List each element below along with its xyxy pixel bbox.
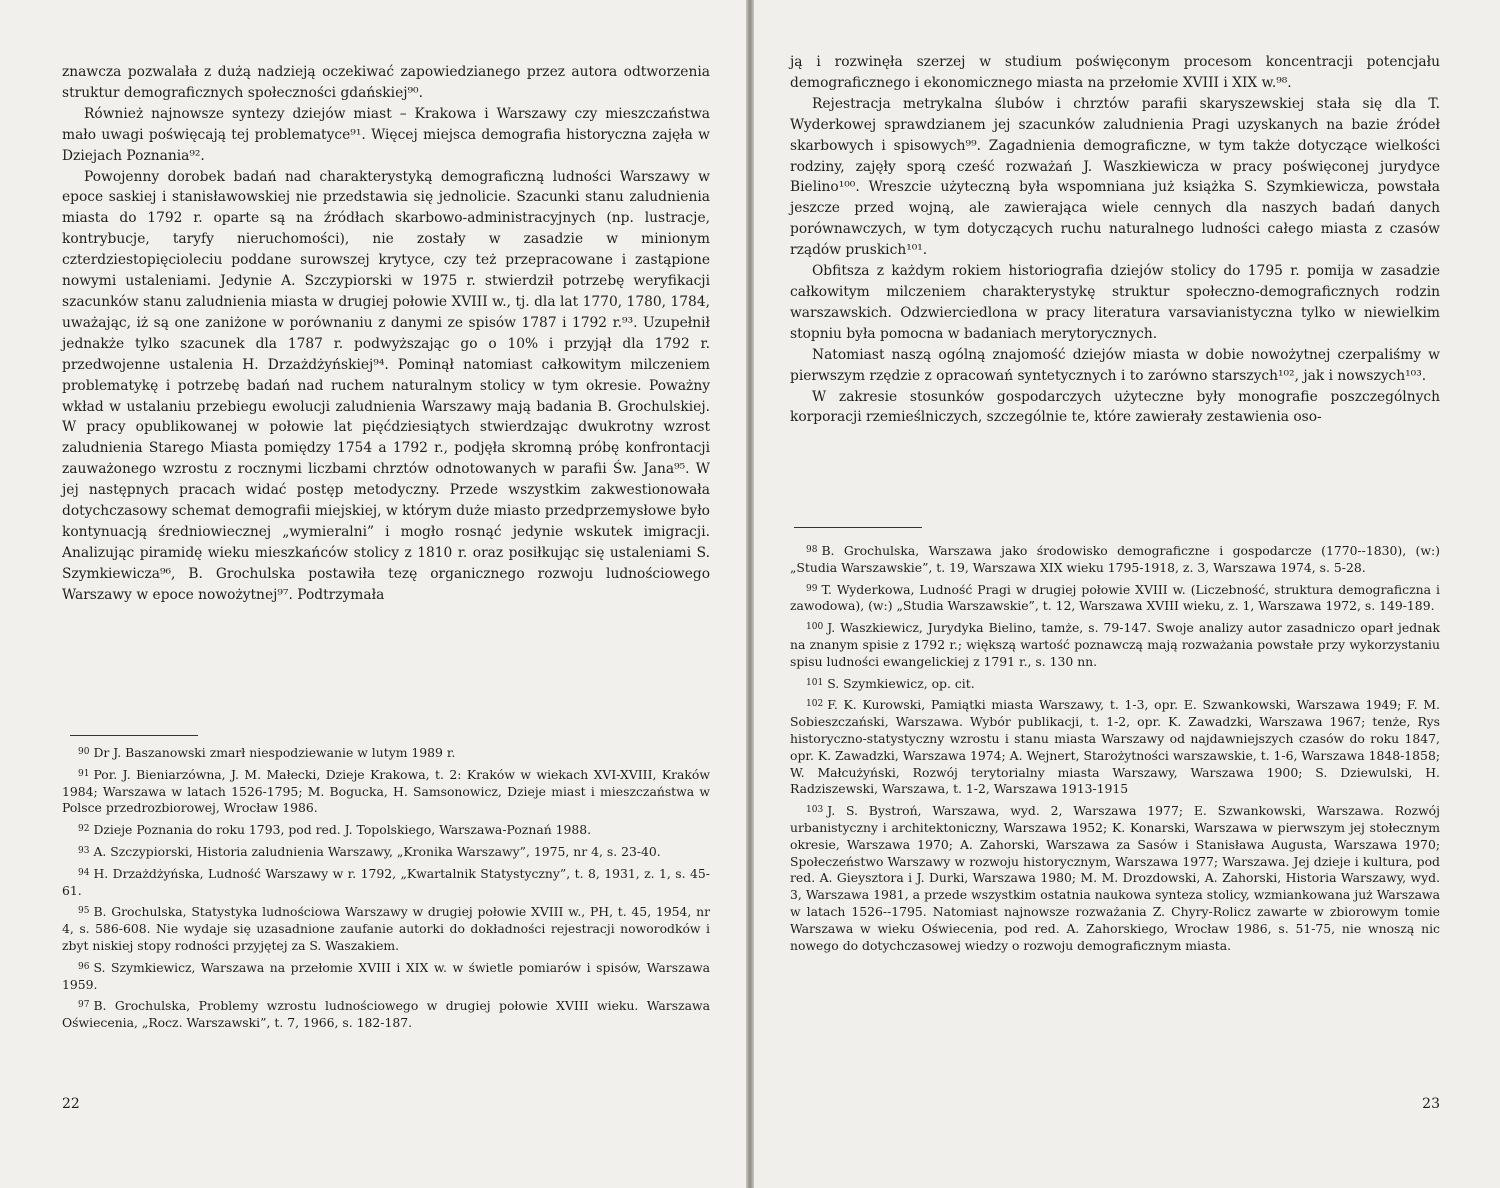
paragraph: znawcza pozwalała z dużą nadzieją oczekiwać zapowiedzianego przez autora odtworzenia struktur demograficznych społeczności gdańskiej⁹⁰. (62, 64, 710, 101)
footnote: $^{97}$ B. Grochulska, Problemy wzrostu ludnościowego w drugiej połowie XVIII wieku. Warszawa Oświecenia, „Rocz. Warszawski”, t. 7, 1966, s. 182-187. (62, 998, 710, 1031)
paragraph: ją i rozwinęła szerzej w studium poświęconym procesom koncentracji potencjału demograficznego i ekonomicznego miasta na przełomie XVIII i XIX w.⁹⁸. (790, 54, 1440, 91)
footnote: $^{95}$ B. Grochulska, Statystyka ludnościowa Warszawy w drugiej połowie XVIII w., PH, t. 45, 1954, nr 4, s. 586-608. Nie wydaje się uzasadnione zaufanie autorki do dokładności rejestracji noworodków i zbyt niskiej stopy rodności przyjętej za S. Waszakiem. (62, 904, 710, 953)
paragraph: Również najnowsze syntezy dziejów miast – Krakowa i Warszawy czy mieszczaństwa mało uwagi poświęcają tej problematyce⁹¹. Więcej miejsca demografia historyczna zajęła w Dziejach Poznania⁹². (62, 105, 710, 164)
paragraph: W zakresie stosunków gospodarczych użyteczne były monografie poszczególnych korporacji rzemieślniczych, szczególnie te, które zawierały zestawienia oso- (790, 388, 1440, 426)
paragraph: Rejestracja metrykalna ślubów i chrztów parafii skaryszewskiej stała się dla T. Wyderkowej sprawdzianem jej szacunków zaludnienia Pragi uzyskanych na bazie źródeł skarbowych i spisowych⁹⁹. Zagadnienia demograficzne, w tym także dotyczące wielkości rodziny, zajęły sporą cześć rozważań J. Waszkiewicza w pracy poświęconej jurydyce Bielino¹⁰⁰. Wreszcie użyteczną była wspomniana już książka S. Szymkiewicza, powstała jeszcze przed wojną, ale zawierająca wiele cennych dla naszych badań danych porównawczych, w tym dotyczących ruchu naturalnego ludności całego miasta z czasów rządów pruskich¹⁰¹. (790, 95, 1440, 259)
footnote: $^{102}$ F. K. Kurowski, Pamiątki miasta Warszawy, t. 1-3, opr. E. Szwankowski, Warszawa 1949; F. M. Sobieszczański, Warszawa. Wybór publikacji, t. 1-2, opr. K. Zawadzki, Warszawa 1967; tenże, Rys historyczno-statystyczny wzrostu i stanu miasta Warszawy od najdawniejszych czasów do roku 1847, opr. K. Zawadzki, Warszawa 1974; A. Wejnert, Starożytności warszawskie, t. 1-6, Warszawa 1848-1858; W. Małcużyński, Rozwój terytorialny miasta Warszawy, Warszawa 1900; S. Dziewulski, H. Radziszewski, Warszawa, t. 1-2, Warszawa 1913-1915 (790, 697, 1440, 797)
right-footnotes (790, 542, 1440, 958)
footnote: $^{103}$ J. S. Bystroń, Warszawa, wyd. 2, Warszawa 1977; E. Szwankowski, Warszawa. Rozwój urbanistyczny i architektoniczny, Warszawa 1952; K. Konarski, Warszawa w pierwszym jej stołecznym okresie, Warszawa 1970; A. Zahorski, Warszawa za Sasów i Stanisława Augusta, Warszawa 1970; Społeczeństwo Warszawy w rozwoju historycznym, Warszawa 1977; Warszawa. Jej dzieje i kultura, pod red. A. Gieysztora i J. Durki, Warszawa 1980; M. M. Drozdowski, A. Zahorski, Historia Warszawy, wyd. 3, Warszawa 1981, a przede wszystkim ostatnia naukowa synteza stolicy, wzmiankowana już Warszawa w latach 1526--1795. Natomiast najnowsze rozważania Z. Chyry-Rolicz zawarte w zbiorowym tomie Warszawa w wieku Oświecenia, pod red. A. Zahorskiego, Wrocław 1986, s. 51-75, nie wnoszą nic nowego do dotychczasowej wiedzy o rozwoju demograficznym miasta. (790, 803, 1440, 953)
left-footnotes (62, 744, 710, 1036)
footnote: $^{94}$ H. Drzażdżyńska, Ludność Warszawy w r. 1792, „Kwartalnik Statystyczny”, t. 8, 1931, z. 1, s. 45-61. (62, 865, 710, 898)
footnote: $^{90}$ Dr J. Baszanowski zmarł niespodziewanie w lutym 1989 r. (78, 745, 456, 760)
paragraph: Powojenny dorobek badań nad charakterystyką demograficzną ludności Warszawy w epoce saskiej i stanisławowskiej nie przedstawia się jednolicie. Szacunki stanu zaludnienia miasta do 1792 r. oparte są na źródłach skarbowo-administracyjnych (np. lustracje, kontrybucje, taryfy nieruchomości), nie zostały w zasadzie w minionym czterdziestopięcioleciu poddane surowszej krytyce, czy też przepracowane i zastąpione nowymi ustaleniami. Jedynie A. Szczypiorski w 1975 r. stwierdził potrzebę weryfikacji szacunków stanu zaludnienia miasta w drugiej połowie XVIII w., tj. dla lat 1770, 1780, 1784, uważając, iż są one zaniżone w porównaniu z danymi ze spisów 1787 i 1792 r.⁹³. Uzupełnił jednakże tylko szacunek dla 1787 r. podwyższając go o 10% i przyjął dla 1792 r. przedwojenne ustalenia H. Drzażdżyńskiej⁹⁴. Pominął natomiast całkowitym milczeniem problematykę i potrzebę badań nad ruchem naturalnym stolicy w tym okresie. Poważny wkład w ustalaniu przebiegu ewolucji zaludnienia Warszawy mają badania B. Grochulskiej. W pracy opublikowanej w połowie lat pięćdziesiątych stwierdzając dwukrotny wzrost zaludnienia Starego Miasta pomiędzy 1754 a 1792 r., podjęła skromną próbę konfrontacji zauważonego wzrostu z rocznymi liczbami chrztów odnotowanych w parafii Św. Jana⁹⁵. W jej następnych pracach widać postęp metodyczny. Przede wszystkim zakwestionowała dotychczasowy schemat demografii miejskiej, w którym duże miasto przedprzemysłowe było kontynuacją średniowiecznej „wymieralni” i mogło rosnąć jedynie wskutek imigracji. Analizując piramidę wieku mieszkańców stolicy z 1810 r. oraz posiłkując się ustaleniami S. Szymkiewicza⁹⁶, B. Grochulska postawiła tezę organicznego rozwoju ludnościowego Warszawy w epoce nowożytnej⁹⁷. Podtrzymała (62, 168, 710, 603)
page-number: 22 (62, 1096, 80, 1112)
footnote: $^{92}$ Dzieje Poznania do roku 1793, pod red. J. Topolskiego, Warszawa-Poznań 1988. (78, 822, 592, 838)
right-page (754, 0, 1500, 1188)
footnote: $^{98}$ B. Grochulska, Warszawa jako środowisko demograficzne i gospodarcze (1770--1830), (w:) „Studia Warszawskie”, t. 19, Warszawa XIX wieku 1795-1918, z. 3, Warszawa 1974, s. 5-28. (790, 543, 1440, 575)
book-gutter (746, 0, 754, 1188)
footnote: $^{91}$ Por. J. Bieniarzówna, J. M. Małecki, Dzieje Krakowa, t. 2: Kraków w wiekach XVI-XVIII, Kraków 1984; Warszawa w latach 1526-1795; M. Bogucka, H. Samsonowicz, Dzieje miast i mieszczaństwa w Polsce przedrozbiorowej, Wrocław 1986. (62, 766, 710, 816)
left-body-text (62, 62, 710, 606)
footnote-divider (794, 527, 922, 528)
footnote-divider (70, 735, 198, 736)
left-page (0, 0, 746, 1188)
paragraph: Natomiast naszą ogólną znajomość dziejów miasta w dobie nowożytnej czerpaliśmy w pierwszym rzędzie z opracowań syntetycznych i to zarówno starszych¹⁰², jak i nowszych¹⁰³. (790, 346, 1440, 384)
footnote: $^{100}$ J. Waszkiewicz, Jurydyka Bielino, tamże, s. 79-147. Swoje analizy autor zasadniczo oparł jednak na znanym spisie z 1792 r.; większą wartość poznawczą mają rozważania powstałe przy wykorzystaniu spisu ludności ewangelickiej z 1791 r., s. 130 nn. (790, 620, 1440, 669)
paragraph: Obfitsza z każdym rokiem historiografia dziejów stolicy do 1795 r. pomija w zasadzie całkowitym milczeniem charakterystykę struktur społeczno-demograficznych rodzin warszawskich. Odzwierciedlona w pracy literatura varsavianistyczna tylko w niewielkim stopniu była pomocna w badaniach merytorycznych. (790, 263, 1440, 342)
footnote: $^{93}$ A. Szczypiorski, Historia zaludnienia Warszawy, „Kronika Warszawy”, 1975, nr 4, s. 23-40. (78, 843, 661, 859)
page-number: 23 (1422, 1096, 1440, 1112)
footnote: $^{96}$ S. Szymkiewicz, Warszawa na przełomie XVIII i XIX w. w świetle pomiarów i spisów, Warszawa 1959. (62, 959, 710, 992)
right-body-text (790, 52, 1440, 428)
footnote: $^{101}$ S. Szymkiewicz, op. cit. (806, 675, 975, 691)
footnote: $^{99}$ T. Wyderkowa, Ludność Pragi w drugiej połowie XVIII w. (Liczebność, struktura demograficzna i zawodowa), (w:) „Studia Warszawskie”, t. 12, Warszawa XVIII wieku, z. 1, Warszawa 1972, s. 149-189. (790, 581, 1440, 614)
